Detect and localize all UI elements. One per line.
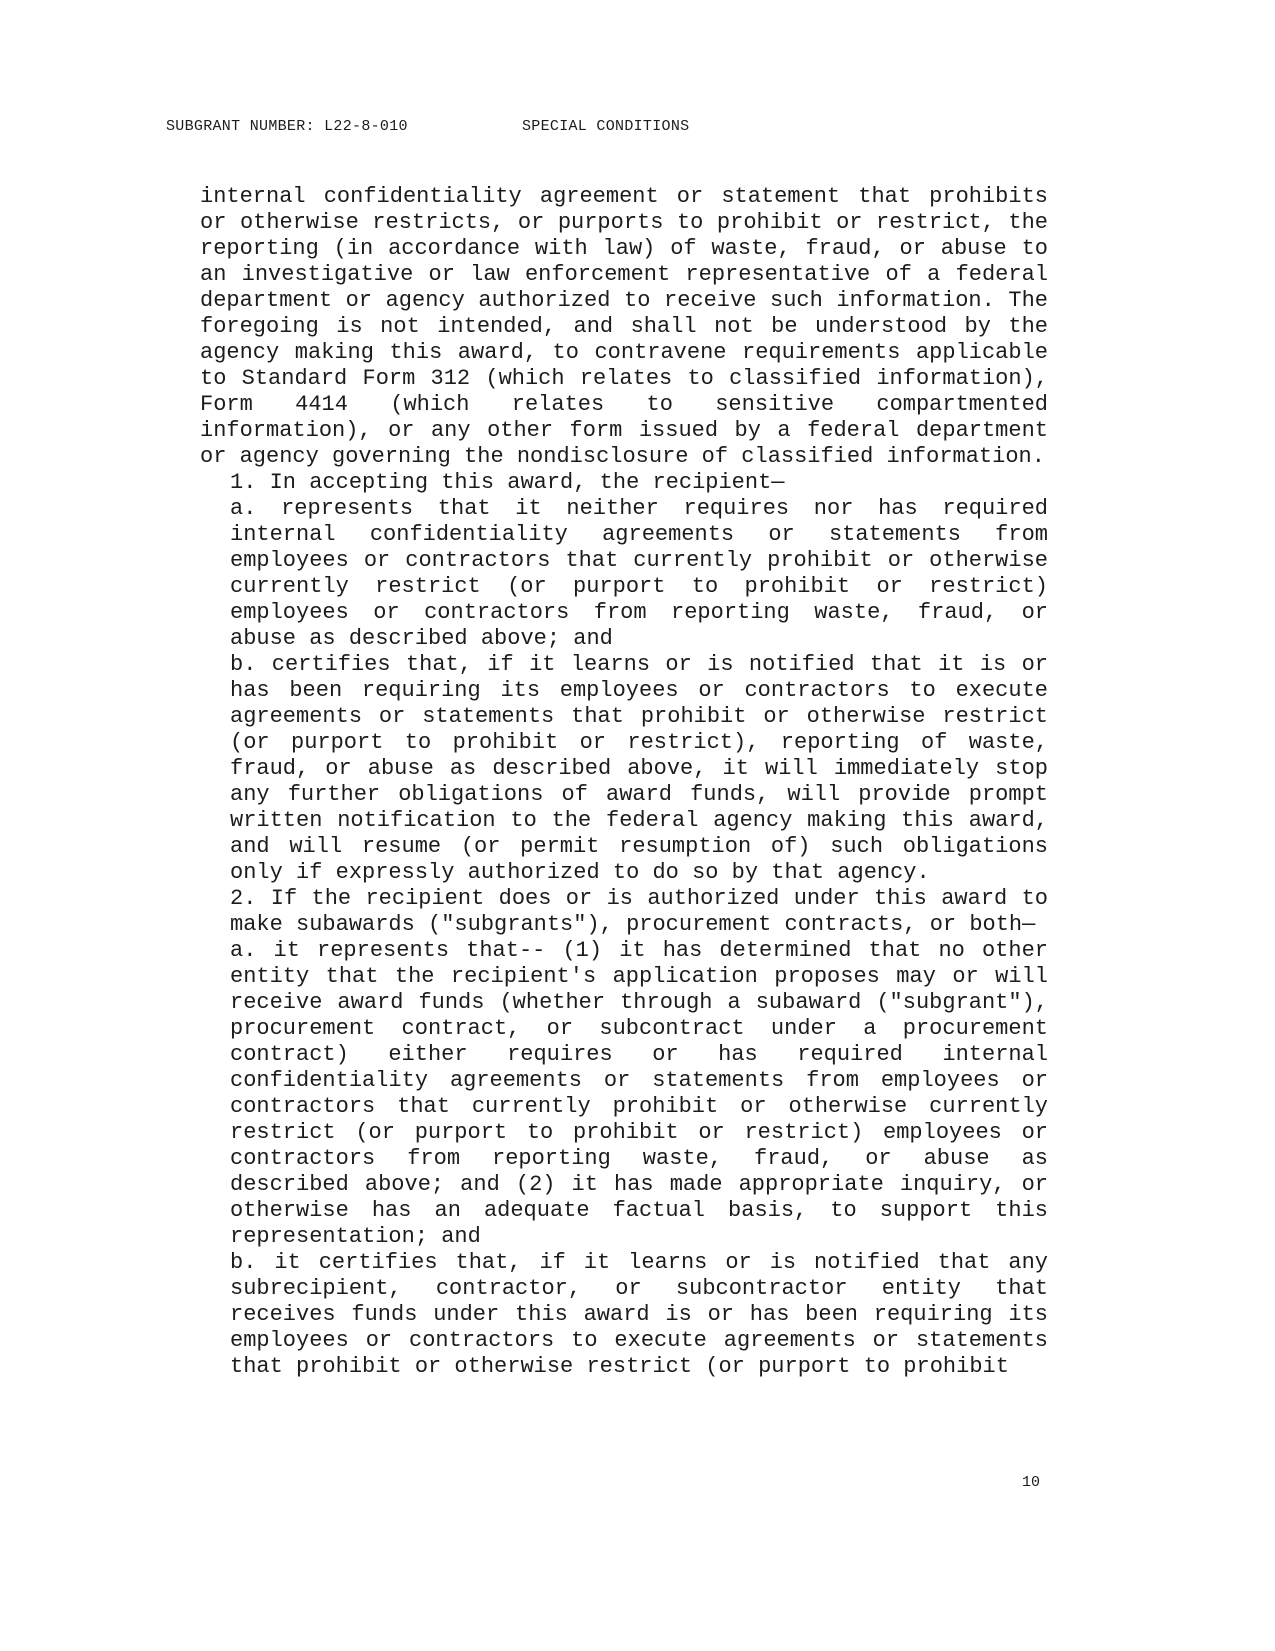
list-item-1b: b. certifies that, if it learns or is notified that it is or has been requiring its employees or contractors to execute agreements or statements that prohibit or otherwise restrict (or purport to prohibit or restrict), reporting of waste, fraud, or abuse as described above, it will immediately stop any further obligations of award funds, will provide prompt written notification to the federal agency making this award, and will resume (or permit resumption of) such obligations only if expressly authorized to do so by that agency. [230,652,1048,885]
paragraph-intro: internal confidentiality agreement or statement that prohibits or otherwise restricts, or purports to prohibit or restrict, the reporting (in accordance with law) of waste, fraud, or abuse to an investigative or law enforcement representative of a federal department or agency authorized to receive such information. The foregoing is not intended, and shall not be understood by the agency making this award, to contravene requirements applicable to Standard Form 312 (which relates to classified information), Form 4414 (which relates to sensitive compartmented information), or any other form issued by a federal department or agency governing the nondisclosure of classified information. [200,184,1048,469]
list-item-1a: a. represents that it neither requires nor has required internal confidentiality agreements or statements from employees or contractors that currently prohibit or otherwise currently restrict (or purport to prohibit or restrict) employees or contractors from reporting waste, fraud, or abuse as described above; and [230,496,1048,651]
document-title: SPECIAL CONDITIONS [522,118,690,135]
list-item-1: 1. In accepting this award, the recipient— [230,470,785,495]
list-item-2: 2. If the recipient does or is authorized under this award to make subawards ("subgrants"), procurement contracts, or both— [230,886,1048,937]
list-item-2b: b. it certifies that, if it learns or is notified that any subrecipient, contractor, or subcontractor entity that receives funds under this award is or has been requiring its employees or contractors to execute agreements or statements that prohibit or otherwise restrict (or purport to prohibit [230,1250,1048,1379]
page-number: 10 [1022,1474,1041,1491]
list-item-2a: a. it represents that-- (1) it has determined that no other entity that the recipient's application proposes may or will receive award funds (whether through a subaward ("subgrant"), procurement contract, or subcontract under a procurement contract) either requires or has required internal confidentiality agreements or statements from employees or contractors that currently prohibit or otherwise currently restrict (or purport to prohibit or restrict) employees or contractors from reporting waste, fraud, or abuse as described above; and (2) it has made appropriate inquiry, or otherwise has an adequate factual basis, to support this representation; and [230,938,1048,1249]
page-header [0,118,1275,140]
document-body [200,184,1048,1380]
subgrant-number: SUBGRANT NUMBER: L22-8-010 [166,118,408,135]
